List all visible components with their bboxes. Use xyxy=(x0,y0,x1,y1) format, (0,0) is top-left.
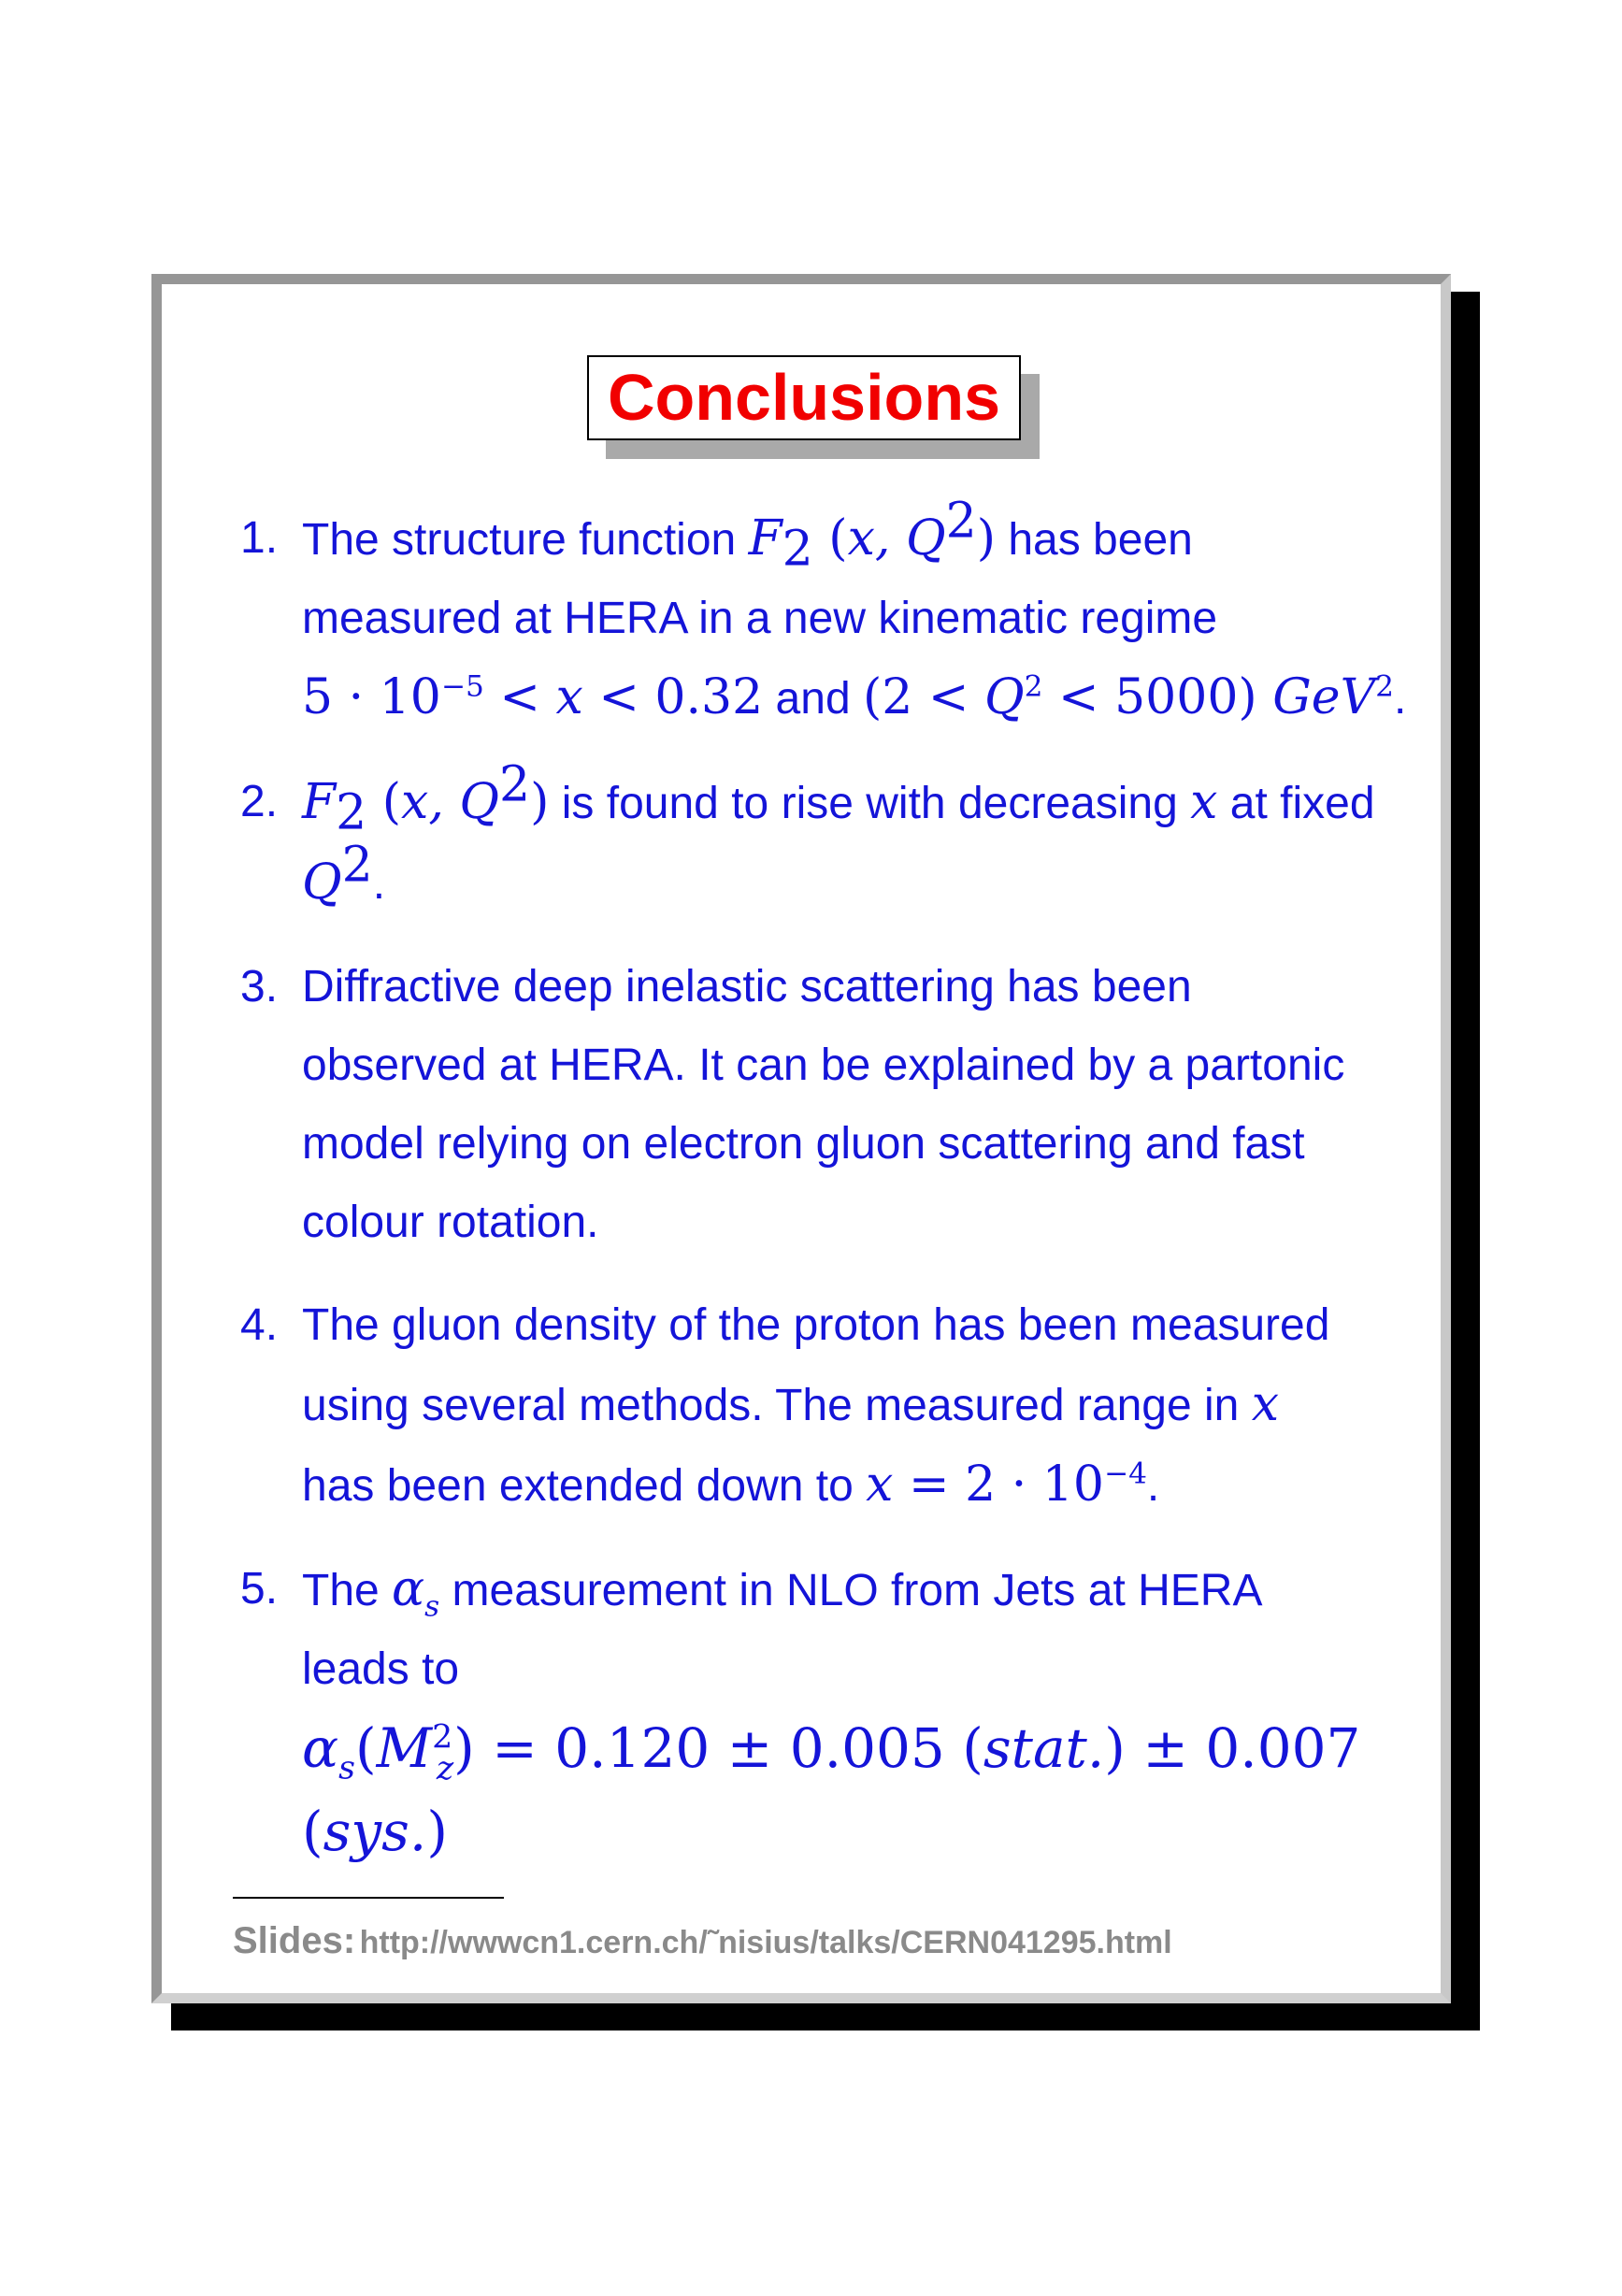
math-Q2-range: $(2 < Q^2 < 5000)$ GeV$^2$ xyxy=(862,669,1394,725)
item-number: 3. xyxy=(240,962,279,1012)
list-item-4 xyxy=(240,1286,1437,1526)
line: colour rotation. xyxy=(302,1198,599,1247)
line: The $\alpha_s$ measurement in NLO from Jets at HERA xyxy=(302,1561,1263,1624)
item-number: 2. xyxy=(240,777,279,826)
math-x: x xyxy=(1251,1376,1280,1432)
list-item-3 xyxy=(240,948,1437,1262)
title-frame xyxy=(587,355,1021,440)
slide-title: Conclusions xyxy=(587,355,1021,440)
math-Q2: $Q^2$ xyxy=(302,837,373,911)
line: measured at HERA in a new kinematic regime xyxy=(302,594,1218,643)
footnote xyxy=(233,1920,1172,1962)
math-x-range: $5 \cdot 10^{-5} < x < 0.32$ xyxy=(302,669,764,725)
footnote-label: Slides: xyxy=(233,1920,356,1961)
line: $5 \cdot 10^{-5} < x < 0.32$ and $(2 < Q^2 < 5000)$ GeV$^2$. xyxy=(302,669,1407,725)
line: has been extended down to $x = 2 \cdot 10^{-4}$. xyxy=(302,1457,1160,1513)
list-item-1 xyxy=(240,493,1437,739)
line: using several methods. The measured range in x xyxy=(302,1376,1280,1432)
item-number: 4. xyxy=(240,1300,279,1350)
line: observed at HERA. It can be explained by a partonic xyxy=(302,1040,1345,1090)
math-F2: $F_2$ (x, $Q^2$) xyxy=(748,493,996,578)
line: The gluon density of the proton has been measured xyxy=(302,1300,1330,1350)
line: The structure function $F_2$ (x, $Q^2$) has been xyxy=(302,493,1193,578)
slide xyxy=(151,274,1451,2003)
line: $Q^2$. xyxy=(302,837,386,911)
math-x-limit: $x = 2 \cdot 10^{-4}$ xyxy=(866,1457,1147,1513)
math-alpha-s: $\alpha_s$ xyxy=(392,1561,440,1624)
line: Diffractive deep inelastic scattering has been xyxy=(302,962,1192,1012)
list-item-5 xyxy=(240,1550,1437,1875)
math-F2: $F_2$ (x, $Q^2$) xyxy=(302,756,550,841)
line: model relying on electron gluon scattering and fast xyxy=(302,1119,1305,1169)
math-x: x xyxy=(1190,774,1218,830)
item-number: 1. xyxy=(240,513,279,563)
conclusions-list xyxy=(240,493,1437,1900)
math-alpha-s-result: $\alpha_s(M^2_z) = 0.120 \pm 0.005$ (stat.) ± 0.007 (sys.) xyxy=(302,1716,1361,1863)
line xyxy=(302,1709,1437,1875)
footnote-rule xyxy=(233,1897,504,1899)
list-item-2 xyxy=(240,756,1437,924)
line: leads to xyxy=(302,1644,460,1694)
line: $F_2$ (x, $Q^2$) is found to rise with decreasing x at fixed xyxy=(302,756,1375,841)
footnote-url: http://wwwcn1.cern.ch/˜nisius/talks/CERN041295.html xyxy=(359,1925,1172,1960)
item-number: 5. xyxy=(240,1564,279,1614)
